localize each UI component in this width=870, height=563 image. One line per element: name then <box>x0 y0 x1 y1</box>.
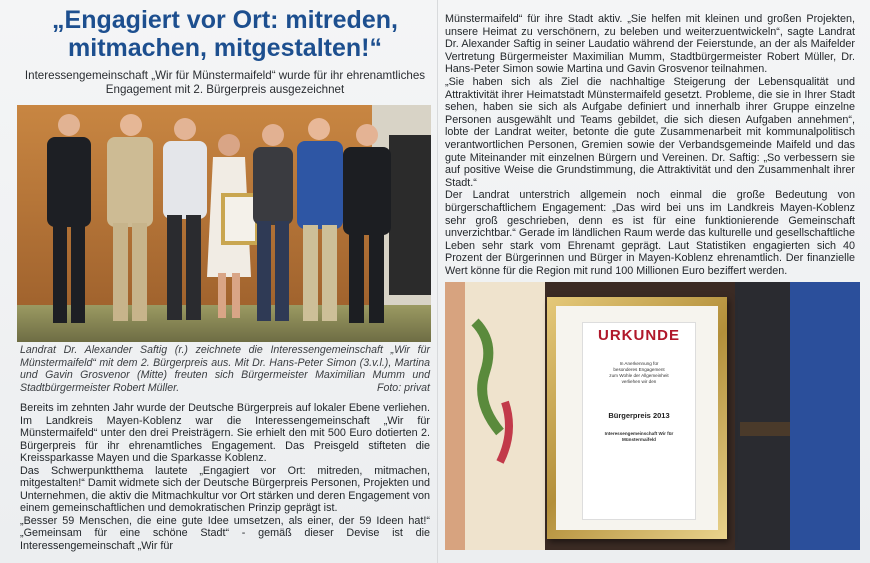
paragraph: Das Schwerpunktthema lautete „Engagiert vor Ort: mitreden, mitmachen, mitgestalten!“ Damit widmete sich der Deutsche Bürgerpreis Personen, Projekten und Unternehmen, die aktiv die Mitmachkultur vor Ort stärken und deren Engagement von einem gemeinschaftlichen und demokratischen Prinzip geprägt ist. <box>20 464 430 514</box>
certificate-line: besonderes Engagement <box>613 367 665 372</box>
paragraph: „Sie haben sich als Ziel die nachhaltige Steigerung der Lebensqualität und Attraktivität ihrer Heimatstadt Münstermaifeld gesetzt. Probleme, die sie in Ihrer Stadt sehen, haben sie sich als Aufgabe definiert und innerhalb ihrer Gruppe einzelne Personen ausgewählt und Teams gebildet, die sich diesen Aufgaben annehmen“, lobte der Landrat weiter, betonte die gute Zusammenarbeit mit kommunalpolitisch verantwortlichen Personen, Gremien sowie der Verbandsgemeinde Maifeld und das gute Miteinander mit einzelnen Bürgern und Vereinen. Dr. Saftig: „So verbessern sie auf positive Weise die Grundstimmung, die Attraktivität und den Zusammenhalt ihrer Stadt.“ <box>445 75 855 189</box>
certificate-frame <box>547 297 727 539</box>
certificate-title: URKUNDE <box>598 327 680 344</box>
certificate-recipient: Interessengemeinschaft Wir für Münstermaifeld <box>604 431 674 442</box>
caption-text: Landrat Dr. Alexander Saftig (r.) zeichnete die Interessengemeinschaft „Wir für Münstermaifeld“ mit dem 2. Bürgerpreis aus. Mit Dr. Hans-Peter Simon (3.v.l.), Martina und Gavin Grosvenor (Mitte) freuten sich Bürgermeister Maximilian Mumm und Stadtbürgermeister Robert Müller. <box>20 344 430 394</box>
paragraph: Der Landrat unterstrich allgemein noch einmal die große Bedeutung von bürgerschaftlichem Engagement: „Das wird bei uns im Landkreis Mayen-Koblenz sehr groß geschrieben, denn es ist für eine funktionierende Gemeinschaft unverzichtbar.“ Gerade im ländlichen Raum werde das kulturelle und gesellschaftliche Leben sehr stark vom Ehrenamt geprägt. Laut Statistiken engagierten sich 40 Prozent der Bürgerinnen und Bürger in Mayen-Koblenz ehrenamtlich. Der finanzielle Wert könne für die Region mit rund 100 Millionen Euro beziffert werden. <box>445 189 855 277</box>
certificate <box>582 322 696 520</box>
certificate-line: In Anerkennung für <box>619 361 659 366</box>
headline-line-2: mitmachen, mitgestalten!“ <box>68 34 382 62</box>
article-headline <box>20 6 430 62</box>
headline-line-1: „Engagiert vor Ort: mitreden, <box>52 6 398 34</box>
article-subhead: Interessengemeinschaft „Wir für Münstermaifeld“ wurde für ihr ehrenamtliches Engagement mit 2. Bürgerpreis ausgezeichnet <box>24 69 426 96</box>
paragraph: Münstermaifeld“ für ihre Stadt aktiv. „Sie helfen mit kleinen und großen Projekten, unsere Heimat zu verschönern, zu beleben und weiterzuentwickeln“, sagte Landrat Dr. Alexander Saftig in seiner Laudatio während der Feierstunde, an der als Maifelder Vertretung Bürgermeister Maximilian Mumm, Stadtbürgermeister Robert Müller, Dr. Hans-Peter Simon sowie Martina und Gavin Grosvenor teilnahmen. <box>445 13 855 76</box>
certificate-prize: Bürgerpreis 2013 <box>608 411 670 420</box>
certificate-photo <box>445 282 860 550</box>
group-photo-illustration <box>17 105 431 342</box>
certificate-mat <box>556 306 718 530</box>
paragraph: „Besser 59 Menschen, die eine gute Idee umsetzen, als einer, der 59 Ideen hat!“ „Gemeinsam für eine schöne Stadt“ - gemäß dieser Devise ist die Interessengemeinschaft „Wir für <box>20 514 430 552</box>
paragraph: Bereits im zehnten Jahr wurde der Deutsche Bürgerpreis auf lokaler Ebene verliehen. Im Landkreis Mayen-Koblenz war die Interessengemeinschaft „Wir für Münstermaifeld“ unter den drei Preisträgern. Sie erhielt den mit 500 Euro dotierten 2. Bürgerpreis für ihr ehrenamtliches Engagement. Das Preisgeld stifteten die Kreissparkasse Mayen und die Sparkasse Koblenz. <box>20 402 430 464</box>
article-body-left <box>20 402 430 552</box>
column-divider <box>437 0 438 563</box>
certificate-line: zum Wohle der Allgemeinheit <box>609 373 669 378</box>
group-photo <box>17 105 431 342</box>
photo-credit: Foto: privat <box>377 381 430 394</box>
photo-caption <box>20 344 430 394</box>
article-body-right <box>445 13 855 277</box>
certificate-line: verliehen wir den <box>621 379 657 384</box>
